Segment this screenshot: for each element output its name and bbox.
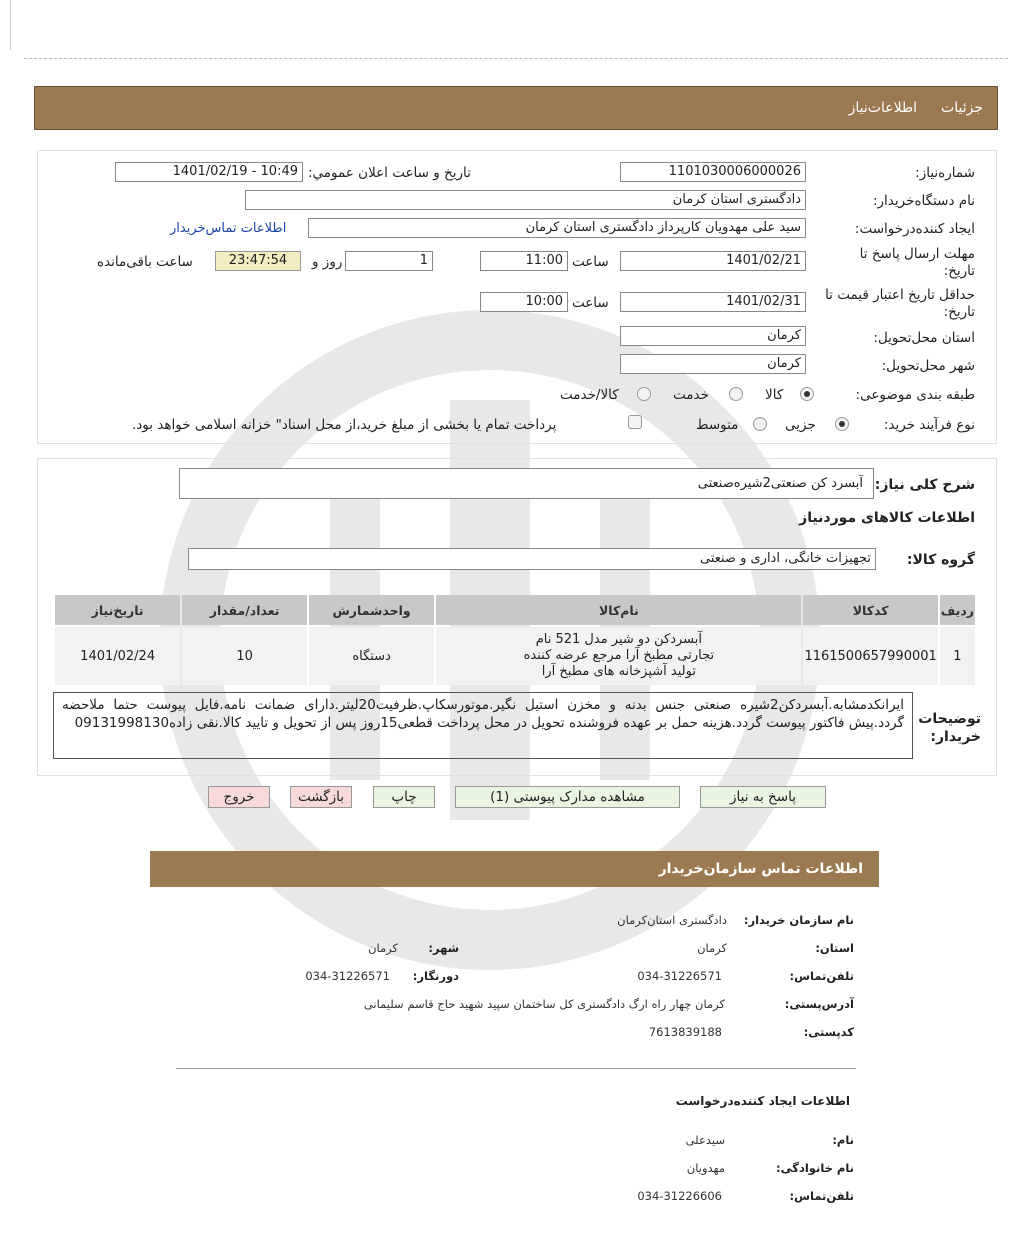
validity-label: حداقل تاریخ اعتبار قیمت تا تاریخ:: [825, 287, 975, 320]
treasury-payment-checkbox[interactable]: [628, 415, 642, 429]
days-field: 1: [345, 251, 433, 271]
creator-family-label: نام خانوادگی:: [776, 1161, 854, 1175]
contact-city-label: شهر:: [428, 941, 459, 955]
view-attachments-button[interactable]: مشاهده مدارک پیوستی (1): [455, 786, 680, 808]
process-minor-radio[interactable]: [835, 417, 849, 431]
exit-button[interactable]: خروج: [208, 786, 270, 808]
need-number-field: 1101030006000026: [620, 162, 806, 182]
print-button[interactable]: چاپ: [373, 786, 435, 808]
cell-name-line: تولید آشپزخانه های مطبخ آرا: [541, 664, 696, 679]
contact-address-value: کرمان چهار راه ارگ دادگستری کل ساختمان سپید شهید حاج قاسم سلیمانی: [363, 997, 725, 1011]
tab-details[interactable]: جزئیات: [941, 100, 983, 116]
contact-header: [150, 851, 879, 887]
need-summary-label: شرح کلی نیاز:: [874, 477, 975, 493]
contact-postal-label: کدپستی:: [803, 1025, 854, 1039]
validity-time-label: ساعت: [572, 295, 609, 311]
contact-phone-value: 034-31226571: [637, 969, 722, 983]
deadline-label: مهلت ارسال پاسخ تا تاریخ:: [859, 246, 975, 279]
col-header-code: کدکالا: [803, 595, 937, 625]
city-label: شهر محل‌تحویل:: [881, 358, 975, 374]
validity-date-field: 1401/02/31: [620, 292, 806, 312]
contact-province-value: کرمان: [697, 941, 727, 955]
announce-label: تاریخ و ساعت اعلان عمومي:: [308, 165, 471, 181]
process-label: نوع فرآیند خرید:: [883, 417, 975, 433]
contact-phone-label: تلفن‌تماس:: [789, 969, 854, 983]
col-header-name: نام‌کالا: [436, 595, 801, 625]
col-header-qty: تعداد/مقدار: [182, 595, 307, 625]
page-header: [34, 86, 998, 130]
contact-org-value: دادگستری استان‌کرمان: [617, 913, 727, 927]
category-service-label: خدمت: [673, 387, 709, 403]
tab-need-info[interactable]: اطلاعات‌نیاز: [848, 100, 917, 116]
cell-index: 1: [940, 627, 975, 685]
contact-title: اطلاعات تماس سازمان‌خریدار: [658, 861, 863, 877]
cell-qty: 10: [182, 627, 307, 685]
process-medium-label: متوسط: [696, 417, 739, 433]
cell-name: [436, 627, 801, 685]
creator-family-value: مهدویان: [686, 1161, 725, 1175]
col-header-unit: واحدشمارش: [309, 595, 434, 625]
buyer-org-label: نام دستگاه‌خریدار:: [872, 193, 975, 209]
category-service-radio[interactable]: [729, 387, 743, 401]
contact-province-label: استان:: [815, 941, 854, 955]
category-label: طبقه بندی موضوعی:: [855, 387, 975, 403]
top-divider: [24, 58, 1008, 59]
cell-name-line: آبسردکن دو شیر مدل 521 نام: [535, 632, 702, 647]
contact-postal-value: 7613839188: [648, 1025, 722, 1039]
creator-phone-label: تلفن‌تماس:: [789, 1189, 854, 1203]
contact-separator: [176, 1068, 856, 1069]
col-header-index: ردیف: [940, 595, 975, 625]
creator-field: سید علی مهدویان کارپرداز دادگستری استان کرمان: [308, 218, 806, 238]
reply-button[interactable]: پاسخ به نیاز: [700, 786, 826, 808]
process-minor-label: جزیی: [785, 417, 816, 433]
cell-code: 1161500657990001: [803, 627, 937, 685]
buyer-contact-link[interactable]: اطلاعات تماس‌خریدار: [170, 221, 287, 236]
province-label: استان محل‌تحویل:: [873, 330, 975, 346]
category-both-radio[interactable]: [637, 387, 651, 401]
left-border: [10, 0, 11, 50]
cell-unit: دستگاه: [309, 627, 434, 685]
back-button[interactable]: بازگشت: [290, 786, 352, 808]
deadline-time-field: 11:00: [480, 251, 568, 271]
category-goods-label: کالا: [765, 387, 784, 403]
category-both-label: کالا/خدمت: [560, 387, 619, 403]
creator-info-title: اطلاعات ایجاد کننده‌درخواست: [675, 1094, 850, 1108]
goods-info-title: اطلاعات کالاهای موردنیاز: [799, 510, 975, 526]
deadline-time-label: ساعت: [572, 254, 609, 270]
category-goods-radio[interactable]: [800, 387, 814, 401]
cell-date: 1401/02/24: [55, 627, 180, 685]
creator-name-label: نام:: [832, 1133, 854, 1147]
need-summary-field: آبسرد کن صنعتی2شیره‌صنعتی: [179, 468, 874, 499]
goods-group-label: گروه کالا:: [906, 552, 975, 568]
creator-name-value: سیدعلی: [685, 1133, 725, 1147]
col-header-date: تاریخ‌نیاز: [55, 595, 180, 625]
treasury-payment-note: پرداخت تمام یا بخشی از مبلغ خرید،از محل اسناد" خزانه اسلامی خواهد بود.: [132, 417, 557, 433]
table-row: [55, 627, 975, 685]
goods-table: [53, 593, 977, 687]
cell-name-line: تجارتی مطبخ آرا مرجع عرضه کننده: [523, 648, 715, 663]
contact-fax-label: دورنگار:: [412, 969, 459, 983]
days-label: روز و: [312, 254, 343, 270]
goods-group-field: تجهیزات خانگی، اداری و صنعتی: [188, 548, 876, 570]
deadline-date-field: 1401/02/21: [620, 251, 806, 271]
buyer-notes-field: ایرانکدمشابه.آبسردکن2شیره صنعتی جنس بدنه و مخزن استیل نگیر.موتورسکاپ.ظرفیت20لیتر.دارای ضمانت نامه.فایل پیوست حتما ملاحضه گردد.پیش فاکتور پیوست گردد.هزینه حمل بر عهده فروشنده تحویل در محل پرداخت قطعی15روز پس از تحویل و تایید کالا.نقی زاده09131998130: [53, 692, 913, 759]
creator-phone-value: 034-31226606: [637, 1189, 722, 1203]
province-field: کرمان: [620, 326, 806, 346]
contact-city-value: کرمان: [368, 941, 398, 955]
announce-field: 1401/02/19 - 10:49: [115, 162, 303, 182]
validity-time-field: 10:00: [480, 292, 568, 312]
creator-label: ایجاد کننده‌درخواست:: [854, 221, 975, 237]
contact-fax-value: 034-31226571: [305, 969, 390, 983]
contact-org-label: نام سازمان خریدار:: [743, 913, 854, 927]
need-number-label: شماره‌نیاز:: [915, 165, 975, 181]
remaining-label: ساعت باقی‌مانده: [97, 254, 193, 270]
process-medium-radio[interactable]: [753, 417, 767, 431]
contact-address-label: آدرس‌پستی:: [784, 997, 854, 1011]
city-field: کرمان: [620, 354, 806, 374]
remaining-timer: 23:47:54: [215, 251, 301, 271]
buyer-notes-label: توضیحات خریدار:: [918, 711, 981, 745]
buyer-org-field: دادگستری استان کرمان: [245, 190, 806, 210]
